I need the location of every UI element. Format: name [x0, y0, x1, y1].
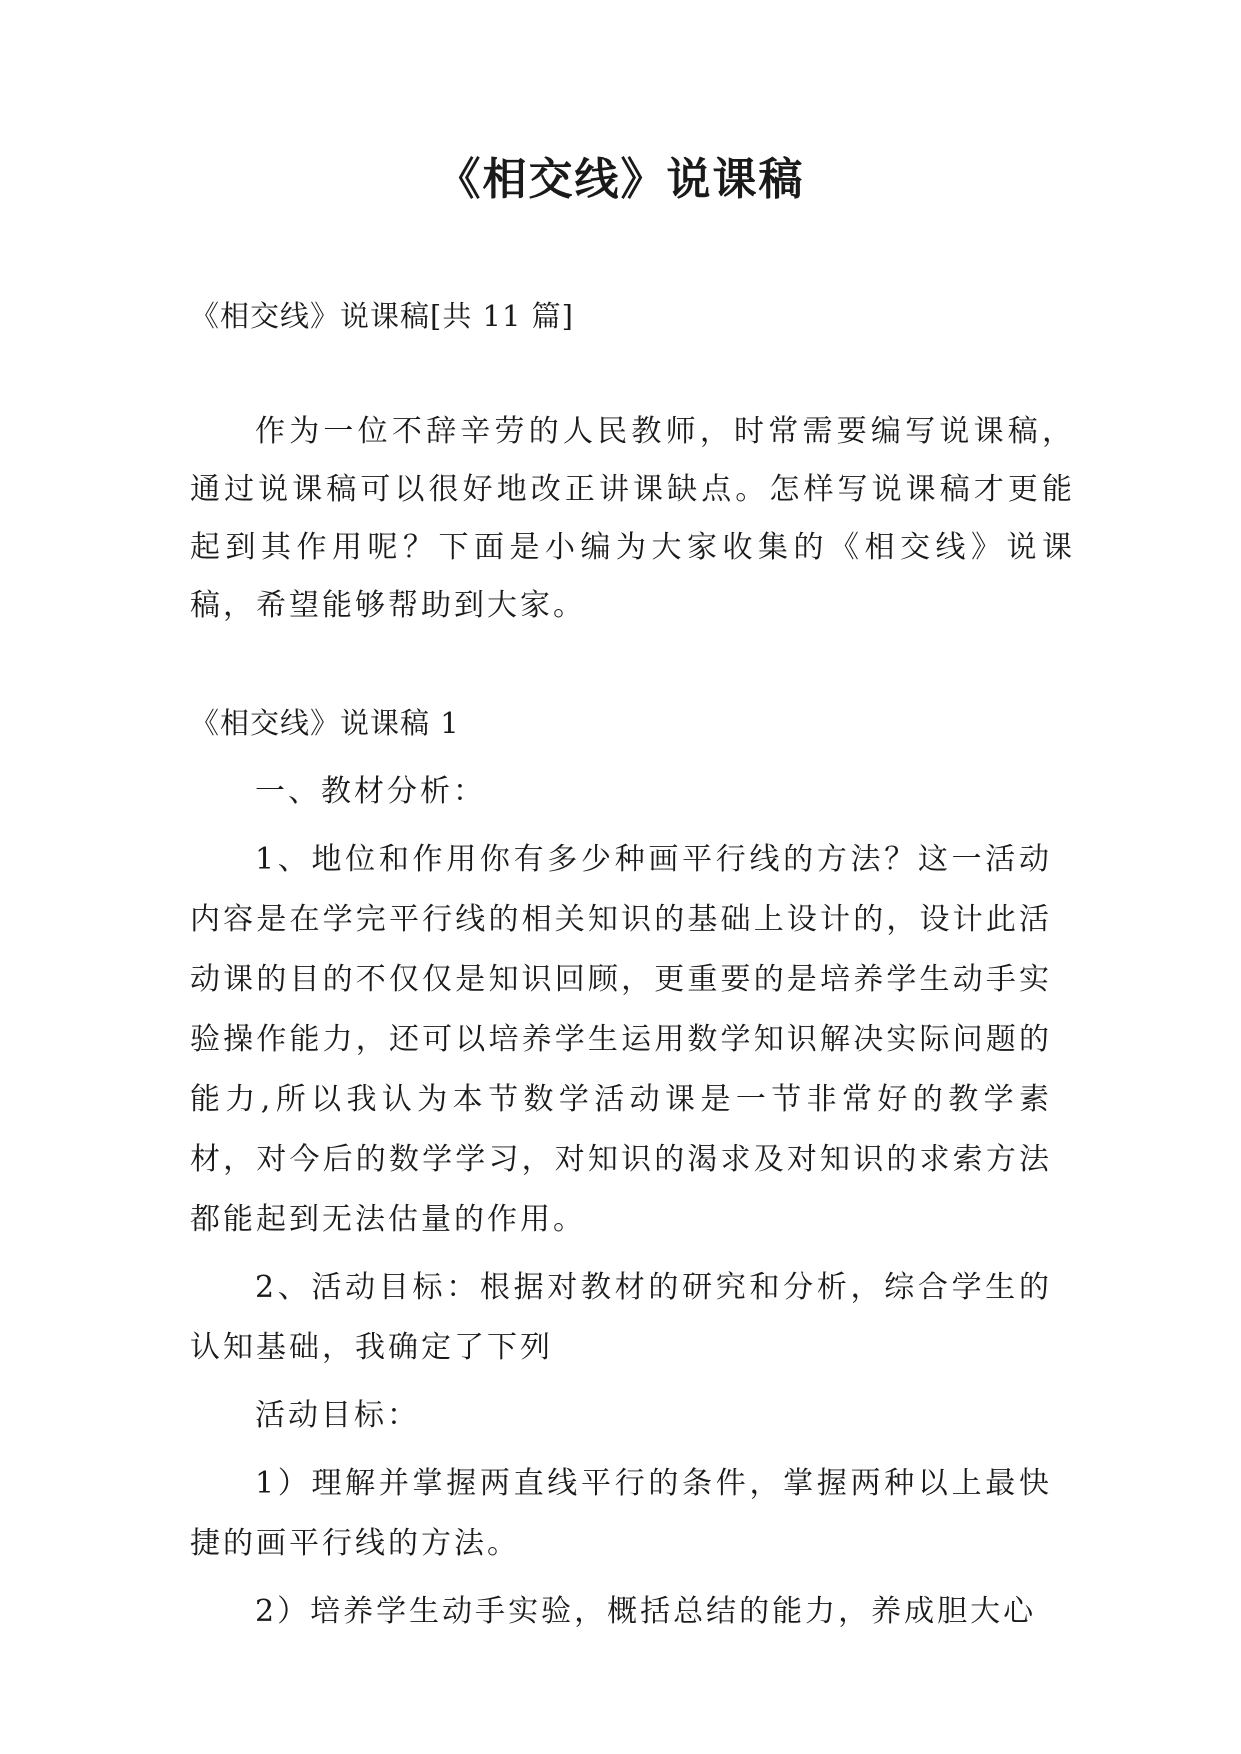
- document-subtitle: 《相交线》说课稿[共 11 篇]: [190, 299, 574, 333]
- paragraph-goal-1: 1）理解并掌握两直线平行的条件，掌握两种以上最快捷的画平行线的方法。: [190, 1466, 1052, 1561]
- section-body: [190, 762, 1052, 1650]
- section-heading: 《相交线》说课稿 1: [190, 706, 460, 740]
- intro-paragraph: 作为一位不辞辛劳的人民教师，时常需要编写说课稿，通过说课稿可以很好地改正讲课缺点。怎样写说课稿才更能起到其作用呢？下面是小编为大家收集的《相交线》说课稿，希望能够帮助到大家。: [190, 414, 1075, 623]
- paragraph-materials-analysis: 一、教材分析：: [255, 774, 486, 809]
- paragraph-position-and-role: 1、地位和作用你有多少种画平行线的方法？这一活动内容是在学完平行线的相关知识的基础上设计的，设计此活动课的目的不仅仅是知识回顾，更重要的是培养学生动手实验操作能力，还可以培养学生运用数学知识解决实际问题的能力,所以我认为本节数学活动课是一节非常好的教学素材，对今后的数学学习，对知识的渴求及对知识的求索方法都能起到无法估量的作用。: [190, 842, 1052, 1237]
- paragraph-activity-goals: 2、活动目标：根据对教材的研究和分析，综合学生的认知基础，我确定了下列: [190, 1270, 1052, 1365]
- paragraph-goal-2: 2）培养学生动手实验，概括总结的能力，养成胆大心: [255, 1594, 1037, 1629]
- paragraph-activity-goals-label: 活动目标：: [255, 1398, 420, 1433]
- document-title: 《相交线》说课稿: [436, 154, 805, 205]
